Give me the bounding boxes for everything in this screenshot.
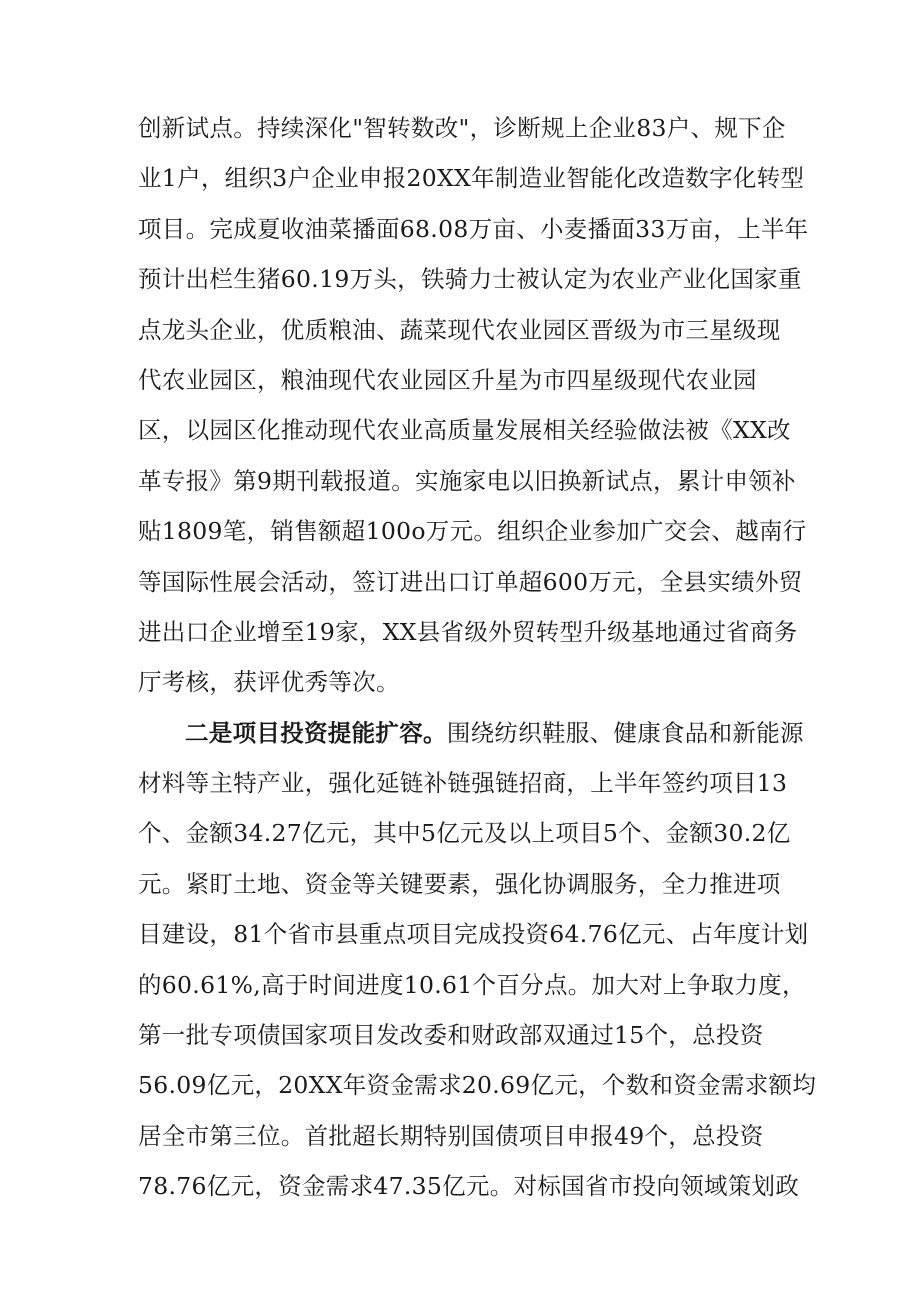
text-line: 区，以园区化推动现代农业高质量发展相关经验做法被《XX改 [138,416,791,445]
text-line: 厅考核，获评优秀等次。 [138,668,400,697]
paragraph-2-first-line-text: 围绕纺织鞋服、健康食品和新能源 [446,718,804,747]
text-line: 材料等主特产业，强化延链补链强链招商，上半年签约项目13 [138,769,788,798]
text-line: 等国际性展会活动，签订进出口订单超600万元，全县实绩外贸 [138,567,803,596]
text-line: 56.09亿元，20XX年资金需求20.69亿元，个数和资金需求额均 [138,1071,817,1100]
document-body [138,103,817,1212]
text-line: 居全市第三位。首批超长期特别国债项目申报49个，总投资 [138,1121,764,1150]
text-line: 个、金额34.27亿元，其中5亿元及以上项目5个、金额30.2亿 [138,819,791,848]
text-line: 业1户，组织3户企业申报20XX年制造业智能化改造数字化转型 [138,164,805,193]
paragraph-1 [138,103,809,708]
text-line: 点龙头企业，优质粮油、蔬菜现代农业园区晋级为市三星级现 [138,315,781,344]
text-line: 革专报》第9期刊载报道。实施家电以旧换新试点，累计申领补 [138,466,796,495]
text-line: 预计出栏生猪60.19万头，铁骑力士被认定为农业产业化国家重 [138,265,802,294]
paragraph-2-first-line [138,708,804,758]
text-line: 元。紧盯土地、资金等关键要素，强化协调服务，全力推进项 [138,869,781,898]
text-line: 代农业园区，粮油现代农业园区升星为市四星级现代农业园 [138,365,757,394]
text-line: 第一批专项债国家项目发改委和财政部双通过15个，总投资 [138,1021,764,1050]
text-line: 项目。完成夏收油菜播面68.08万亩、小麦播面33万亩，上半年 [138,214,809,243]
text-line: 进出口企业增至19家，XX县省级外贸转型升级基地通过省商务 [138,617,798,646]
paragraph-2 [138,708,817,1212]
text-line: 创新试点。持续深化"智转数改"，诊断规上企业83户、规下企 [138,114,786,142]
text-line: 的60.61%,高于时间进度10.61个百分点。加大对上争取力度， [138,970,806,999]
text-line: 目建设，81个省市县重点项目完成投资64.76亿元、占年度计划 [138,920,809,949]
text-line: 贴1809笔，销售额超100o万元。组织企业参加广交会、越南行 [138,517,807,546]
text-line: 78.76亿元，资金需求47.35亿元。对标国省市投向领域策划政 [138,1172,800,1201]
paragraph-2-heading: 二是项目投资提能扩容。 [185,718,447,747]
